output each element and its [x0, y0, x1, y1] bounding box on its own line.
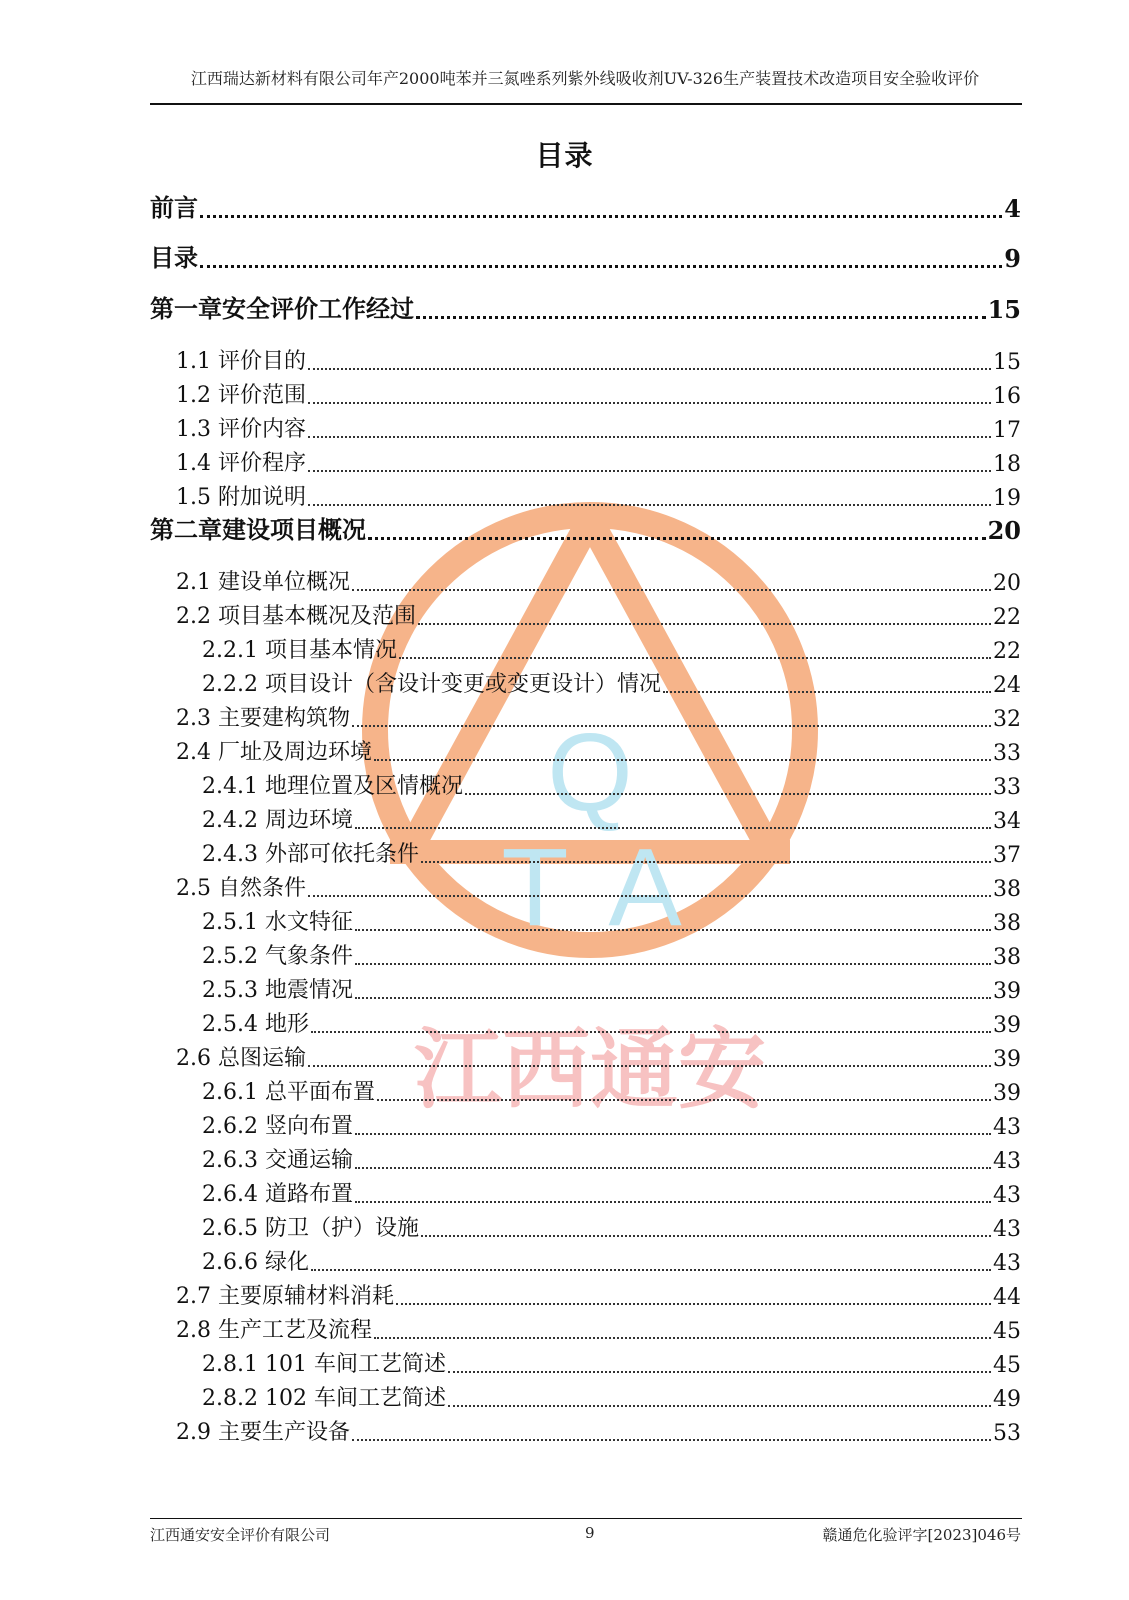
toc-entry[interactable]	[202, 1008, 1021, 1038]
toc-leader-dots	[352, 589, 991, 591]
toc-entry-label: 2.6.6 绿化	[202, 1250, 309, 1275]
toc-leader-dots	[352, 725, 991, 727]
toc-entry-page: 39	[993, 1081, 1021, 1106]
toc-leader-dots	[355, 1201, 991, 1203]
toc-leader-dots	[663, 691, 991, 693]
toc-entry-page: 9	[1004, 244, 1021, 273]
page-title: 目录	[535, 139, 594, 172]
toc-entry-page: 15	[987, 295, 1021, 324]
toc-entry-page: 38	[993, 911, 1021, 936]
toc-leader-dots	[355, 929, 991, 931]
toc-entry[interactable]	[176, 872, 1021, 902]
toc-entry[interactable]	[176, 736, 1021, 766]
toc-leader-dots	[308, 402, 991, 404]
toc-entry-label: 2.5.4 地形	[202, 1012, 309, 1037]
toc-leader-dots	[308, 1065, 991, 1067]
toc-entry[interactable]	[150, 193, 1021, 223]
toc-entry-label: 2.5 自然条件	[176, 876, 306, 901]
toc-entry-label: 2.1 建设单位概况	[176, 570, 350, 595]
toc-entry-page: 22	[993, 605, 1021, 630]
toc-leader-dots	[374, 759, 991, 761]
toc-entry-label: 2.5.3 地震情况	[202, 978, 353, 1003]
footer-document-number: 赣通危化验评字[2023]046号	[822, 1526, 1021, 1544]
toc-entry[interactable]	[202, 1246, 1021, 1276]
toc-entry-label: 2.4 厂址及周边环境	[176, 740, 372, 765]
toc-leader-dots	[448, 1405, 991, 1407]
toc-leader-dots	[308, 504, 991, 506]
toc-entry-label: 1.5 附加说明	[176, 485, 306, 510]
footer-rule	[150, 1518, 1022, 1519]
toc-entry-label: 目录	[150, 243, 198, 272]
toc-leader-dots	[308, 368, 991, 370]
toc-entry-page: 20	[993, 571, 1021, 596]
toc-entry-label: 2.2 项目基本概况及范围	[176, 604, 416, 629]
toc-entry-label: 2.4.3 外部可依托条件	[202, 842, 419, 867]
toc-entry-label: 2.6.1 总平面布置	[202, 1080, 375, 1105]
toc-entry-page: 43	[993, 1251, 1021, 1276]
toc-entry-page: 33	[993, 741, 1021, 766]
toc-leader-dots	[355, 1133, 991, 1135]
toc-entry-label: 2.8.2 102 车间工艺简述	[202, 1386, 446, 1411]
toc-entry-page: 39	[993, 979, 1021, 1004]
toc-entry-page: 45	[993, 1319, 1021, 1344]
toc-entry[interactable]	[150, 294, 1021, 324]
toc-entry[interactable]	[202, 1178, 1021, 1208]
toc-entry-page: 45	[993, 1353, 1021, 1378]
toc-entry-label: 2.4.1 地理位置及区情概况	[202, 774, 463, 799]
toc-leader-dots	[355, 827, 991, 829]
toc-entry-label: 2.2.1 项目基本情况	[202, 638, 397, 663]
toc-entry-label: 第一章安全评价工作经过	[150, 294, 414, 323]
toc-entry[interactable]	[150, 515, 1021, 545]
toc-entry[interactable]	[202, 770, 1021, 800]
watermark-letter-q: Q	[547, 711, 633, 834]
toc-entry[interactable]	[202, 838, 1021, 868]
watermark-letter-a: A	[608, 826, 682, 949]
toc-entry-page: 44	[993, 1285, 1021, 1310]
toc-leader-dots	[311, 1269, 991, 1271]
toc-entry-page: 17	[993, 418, 1021, 443]
toc-entry-page: 43	[993, 1217, 1021, 1242]
toc-leader-dots	[355, 963, 991, 965]
toc-leader-dots	[374, 1337, 991, 1339]
toc-entry[interactable]	[202, 1348, 1021, 1378]
toc-entry-page: 20	[987, 516, 1021, 545]
toc-entry[interactable]	[176, 413, 1021, 443]
toc-leader-dots	[377, 1099, 991, 1101]
toc-entry[interactable]	[202, 1212, 1021, 1242]
toc-entry-label: 2.2.2 项目设计（含设计变更或变更设计）情况	[202, 672, 661, 697]
toc-entry-page: 43	[993, 1115, 1021, 1140]
toc-leader-dots	[416, 316, 986, 319]
toc-leader-dots	[355, 1167, 991, 1169]
toc-entry[interactable]	[176, 1314, 1021, 1344]
toc-entry[interactable]	[176, 1042, 1021, 1072]
toc-entry-page: 19	[993, 486, 1021, 511]
toc-entry-page: 15	[993, 350, 1021, 375]
toc-entry-label: 2.5.1 水文特征	[202, 910, 353, 935]
toc-leader-dots	[396, 1303, 991, 1305]
toc-entry-page: 39	[993, 1013, 1021, 1038]
toc-entry-label: 2.4.2 周边环境	[202, 808, 353, 833]
toc-entry-label: 2.6.5 防卫（护）设施	[202, 1216, 419, 1241]
toc-entry-page: 49	[993, 1387, 1021, 1412]
toc-entry[interactable]	[202, 668, 1021, 698]
toc-entry-page: 33	[993, 775, 1021, 800]
toc-entry-label: 2.6 总图运输	[176, 1046, 306, 1071]
toc-entry-page: 43	[993, 1183, 1021, 1208]
toc-entry-label: 2.8 生产工艺及流程	[176, 1318, 372, 1343]
toc-entry-label: 1.3 评价内容	[176, 417, 306, 442]
footer-company: 江西通安安全评价有限公司	[150, 1526, 331, 1544]
toc-entry-label: 2.6.3 交通运输	[202, 1148, 353, 1173]
toc-entry-label: 2.5.2 气象条件	[202, 944, 353, 969]
watermark-company-text: 江西通安	[413, 1018, 767, 1120]
toc-entry-label: 2.6.4 道路布置	[202, 1182, 353, 1207]
toc-entry[interactable]	[202, 1110, 1021, 1140]
toc-entry[interactable]	[176, 447, 1021, 477]
toc-entry-label: 1.1 评价目的	[176, 349, 306, 374]
toc-entry-page: 22	[993, 639, 1021, 664]
watermark-letter-t: T	[501, 826, 569, 949]
toc-entry-page: 34	[993, 809, 1021, 834]
toc-leader-dots	[200, 215, 1002, 218]
toc-leader-dots	[448, 1371, 991, 1373]
toc-entry[interactable]	[176, 600, 1021, 630]
toc-entry-label: 2.7 主要原辅材料消耗	[176, 1284, 394, 1309]
toc-leader-dots	[308, 436, 991, 438]
toc-entry[interactable]	[176, 566, 1021, 596]
toc-entry-page: 38	[993, 877, 1021, 902]
toc-entry-label: 第二章建设项目概况	[150, 515, 366, 544]
toc-leader-dots	[352, 1439, 991, 1441]
toc-entry[interactable]	[202, 804, 1021, 834]
toc-entry[interactable]	[202, 906, 1021, 936]
toc-leader-dots	[421, 861, 991, 863]
toc-entry[interactable]	[202, 1382, 1021, 1412]
toc-entry[interactable]	[176, 702, 1021, 732]
toc-entry[interactable]	[202, 974, 1021, 1004]
toc-leader-dots	[200, 265, 1002, 268]
toc-entry-page: 37	[993, 843, 1021, 868]
toc-entry-label: 2.6.2 竖向布置	[202, 1114, 353, 1139]
running-header: 江西瑞达新材料有限公司年产2000吨苯并三氮唑系列紫外线吸收剂UV-326生产装置技术改造项目安全验收评价	[190, 69, 980, 88]
toc-entry[interactable]	[176, 1280, 1021, 1310]
toc-entry-page: 39	[993, 1047, 1021, 1072]
toc-leader-dots	[311, 1031, 991, 1033]
toc-entry-page: 16	[993, 384, 1021, 409]
toc-entry[interactable]	[202, 1076, 1021, 1106]
toc-entry-page: 4	[1004, 194, 1021, 223]
toc-entry-label: 2.3 主要建构筑物	[176, 706, 350, 731]
toc-entry-label: 2.9 主要生产设备	[176, 1420, 350, 1445]
toc-entry[interactable]	[202, 634, 1021, 664]
toc-leader-dots	[308, 470, 991, 472]
toc-entry[interactable]	[150, 243, 1021, 273]
toc-entry-label: 前言	[150, 193, 198, 222]
toc-entry-page: 53	[993, 1421, 1021, 1446]
toc-leader-dots	[308, 895, 991, 897]
toc-leader-dots	[418, 623, 991, 625]
footer-page-number: 9	[585, 1524, 595, 1542]
toc-entry-page: 38	[993, 945, 1021, 970]
toc-entry[interactable]	[176, 345, 1021, 375]
toc-entry[interactable]	[202, 940, 1021, 970]
toc-entry-page: 24	[993, 673, 1021, 698]
toc-entry-page: 43	[993, 1149, 1021, 1174]
toc-entry-page: 32	[993, 707, 1021, 732]
toc-entry[interactable]	[176, 481, 1021, 511]
toc-leader-dots	[355, 997, 991, 999]
toc-entry[interactable]	[176, 1416, 1021, 1446]
toc-entry-label: 1.4 评价程序	[176, 451, 306, 476]
toc-leader-dots	[368, 537, 986, 540]
toc-leader-dots	[399, 657, 991, 659]
toc-entry-label: 2.8.1 101 车间工艺简述	[202, 1352, 446, 1377]
toc-leader-dots	[465, 793, 991, 795]
toc-leader-dots	[421, 1235, 991, 1237]
toc-entry[interactable]	[176, 379, 1021, 409]
toc-entry-page: 18	[993, 452, 1021, 477]
toc-entry[interactable]	[202, 1144, 1021, 1174]
toc-entry-label: 1.2 评价范围	[176, 383, 306, 408]
